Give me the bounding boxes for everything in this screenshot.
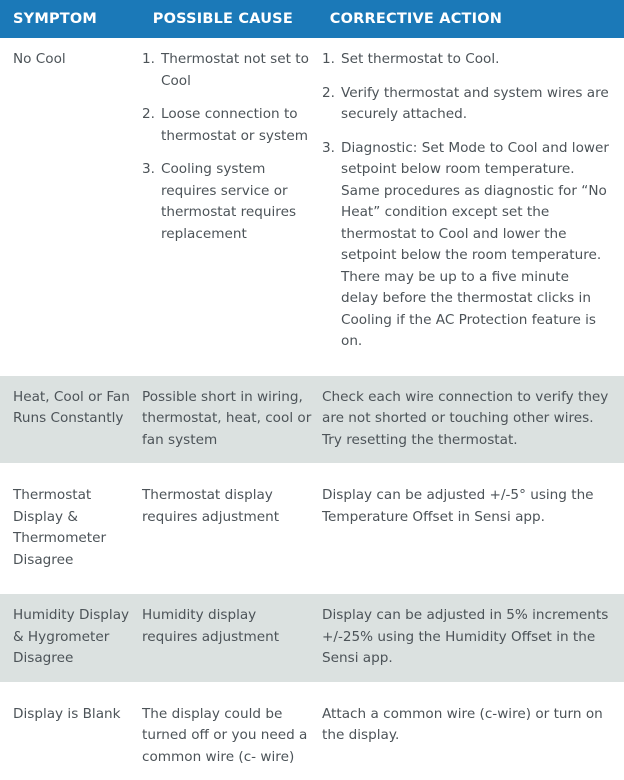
list-item-text: Thermostat not set to Cool: [161, 51, 309, 89]
cell-corrective-action: [322, 594, 624, 682]
ordered-list-cause: [142, 49, 312, 245]
cause-text: Thermostat display requires adjustment: [142, 485, 312, 528]
list-item-text: Cooling system requires service or thermostat requires replacement: [161, 161, 296, 242]
cell-symptom: [0, 594, 142, 682]
table-row: [0, 693, 624, 780]
cell-corrective-action: [322, 38, 624, 365]
symptom-text: No Cool: [13, 49, 134, 71]
cell-symptom: [0, 376, 142, 464]
list-item-text: Set thermostat to Cool.: [341, 51, 499, 67]
symptom-text: Display is Blank: [13, 704, 134, 726]
action-text: Check each wire connection to verify they are not shorted or touching other wires. Try resetting the thermostat.: [322, 387, 610, 452]
list-item-text: Verify thermostat and system wires are securely attached.: [341, 85, 609, 123]
cell-possible-cause: [142, 594, 322, 682]
cause-text: The display could be turned off or you need a common wire (c- wire): [142, 704, 312, 769]
table-row: [0, 594, 624, 682]
list-marker: 1.: [142, 49, 155, 71]
list-item: [322, 49, 610, 71]
list-marker: 3.: [142, 159, 155, 181]
list-item-text: Diagnostic: Set Mode to Cool and lower setpoint below room temperature. Same procedures as diagnostic for “No Heat” condition except set the thermostat to Cool and lower the setpoint below the room temperature. There may be up to a five minute delay before the thermostat clicks in Cooling if the AC Protection feature is on.: [341, 140, 609, 350]
row-separator: [0, 682, 624, 693]
list-marker: 2.: [322, 83, 335, 105]
cell-possible-cause: [142, 38, 322, 365]
table-row: [0, 474, 624, 583]
action-text: Display can be adjusted +/-5° using the Temperature Offset in Sensi app.: [322, 485, 610, 528]
table-row: [0, 38, 624, 365]
cell-corrective-action: [322, 474, 624, 583]
column-header-possible-cause: POSSIBLE CAUSE: [153, 12, 330, 27]
action-text: Display can be adjusted in 5% increments +/-25% using the Humidity Offset in the Sensi app.: [322, 605, 610, 670]
table-body: [0, 38, 624, 780]
table-row: [0, 376, 624, 464]
row-separator: [0, 365, 624, 376]
ordered-list-action: [322, 49, 610, 353]
cell-possible-cause: [142, 376, 322, 464]
cell-symptom: [0, 38, 142, 365]
symptom-text: Heat, Cool or Fan Runs Constantly: [13, 387, 134, 430]
cell-symptom: [0, 693, 142, 780]
cell-symptom: [0, 474, 142, 583]
cell-possible-cause: [142, 474, 322, 583]
list-marker: 2.: [142, 104, 155, 126]
list-item: [142, 104, 312, 147]
action-text: Attach a common wire (c-wire) or turn on the display.: [322, 704, 610, 747]
table-header-row: [0, 0, 624, 38]
cell-possible-cause: [142, 693, 322, 780]
cause-text: Humidity display requires adjustment: [142, 605, 312, 648]
list-item: [142, 49, 312, 92]
list-marker: 3.: [322, 138, 335, 160]
column-header-symptom: SYMPTOM: [0, 12, 153, 27]
list-item: [322, 83, 610, 126]
cause-text: Possible short in wiring, thermostat, heat, cool or fan system: [142, 387, 312, 452]
row-separator: [0, 463, 624, 474]
row-separator: [0, 583, 624, 594]
cell-corrective-action: [322, 693, 624, 780]
list-item: [322, 138, 610, 353]
list-marker: 1.: [322, 49, 335, 71]
cell-corrective-action: [322, 376, 624, 464]
symptom-text: Thermostat Display & Thermometer Disagree: [13, 485, 134, 571]
list-item: [142, 159, 312, 245]
symptom-text: Humidity Display & Hygrometer Disagree: [13, 605, 134, 670]
column-header-corrective-action: CORRECTIVE ACTION: [330, 12, 624, 27]
list-item-text: Loose connection to thermostat or system: [161, 106, 308, 144]
